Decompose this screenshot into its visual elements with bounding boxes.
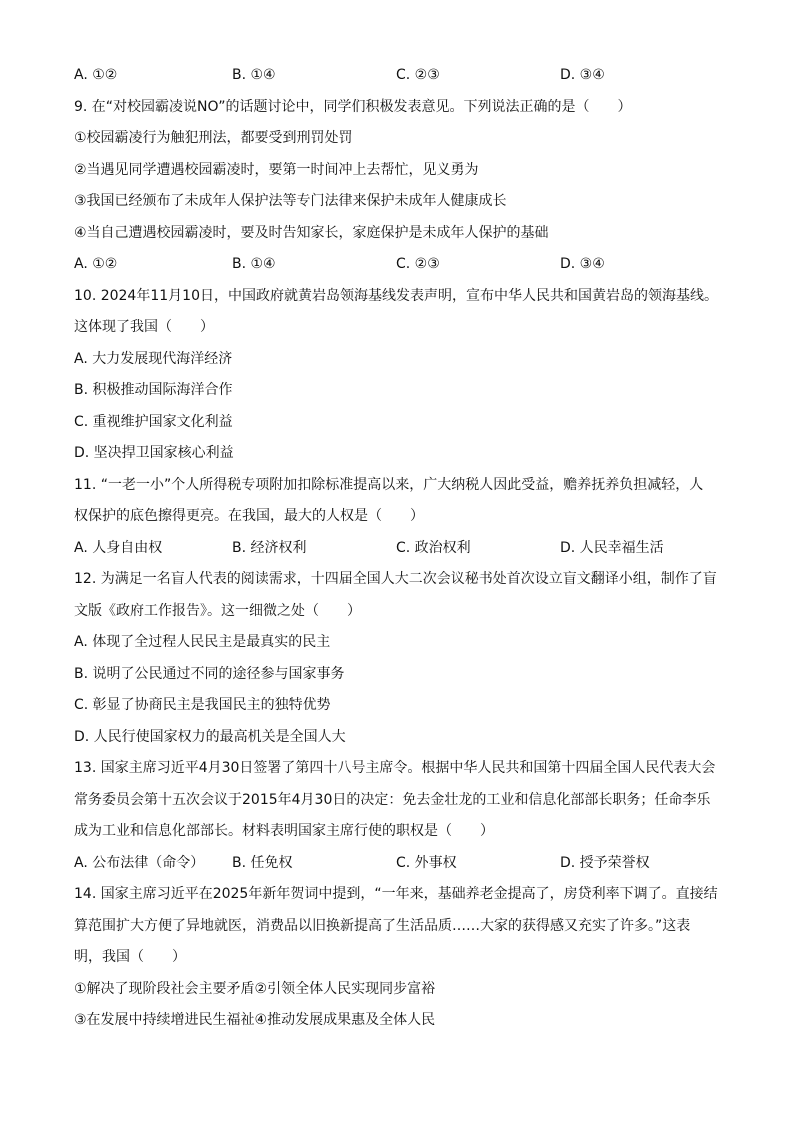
q8-option-d[interactable]: D. ③④: [560, 67, 605, 83]
q9-statement-2: ②当遇见同学遭遇校园霸凌时，要第一时间冲上去帮忙，见义勇为: [74, 161, 479, 178]
q12-option-a[interactable]: A. 体现了全过程人民民主是最真实的民主: [74, 634, 331, 650]
q13-option-b[interactable]: B. 任免权: [232, 854, 293, 871]
q8-option-a[interactable]: A. ①②: [74, 67, 118, 83]
q13-options: [74, 850, 726, 882]
q11-stem-line-2: 权保护的底色擦得更亮。在我国，最大的人权是（ ）: [74, 508, 424, 524]
q10-option-c[interactable]: C. 重视维护国家文化利益: [74, 413, 233, 430]
q13-stem-line-2: 常务委员会第十五次会议于2015年4月30日的决定：免去金壮龙的工业和信息化部部长职务；任命李乐: [74, 791, 711, 808]
q11-stem-line-1: 11. “一老一小”个人所得税专项附加扣除标准提高以来，广大纳税人因此受益，赡养抚养负担减轻，人: [74, 476, 704, 493]
q8-option-b[interactable]: B. ①④: [232, 67, 276, 83]
q14-statement-2: ③在发展中持续增进民生福祉④推动发展成果惠及全体人民: [74, 1012, 436, 1028]
q12-option-d[interactable]: D. 人民行使国家权力的最高机关是全国人大: [74, 728, 346, 745]
q14-stem-line-2: 算范围扩大方便了异地就医，消费品以旧换新提高了生活品质……大家的获得感又充实了许多。”这表: [74, 917, 691, 934]
q10-stem-line-2: 这体现了我国（ ）: [74, 319, 214, 335]
q10-option-a[interactable]: A. 大力发展现代海洋经济: [74, 350, 233, 367]
q9-option-d[interactable]: D. ③④: [560, 256, 605, 272]
q8-option-c[interactable]: C. ②③: [396, 67, 440, 83]
q11-option-d[interactable]: D. 人民幸福生活: [560, 539, 664, 556]
q9-statement-4: ④当自己遭遇校园霸凌时，要及时告知家长，家庭保护是未成年人保护的基础: [74, 224, 549, 241]
q8-options: [74, 62, 726, 94]
q13-stem-line-1: 13. 国家主席习近平4月30日签署了第四十八号主席令。根据中华人民共和国第十四届全国人民代表大会: [74, 760, 716, 776]
q11-option-a[interactable]: A. 人身自由权: [74, 539, 163, 556]
q12-option-c[interactable]: C. 彰显了协商民主是我国民主的独特优势: [74, 697, 331, 713]
q14-statement-1: ①解决了现阶段社会主要矛盾②引领全体人民实现同步富裕: [74, 980, 436, 997]
q10-option-b[interactable]: B. 积极推动国际海洋合作: [74, 382, 233, 398]
q13-option-d[interactable]: D. 授予荣誉权: [560, 854, 650, 871]
q12-option-b[interactable]: B. 说明了公民通过不同的途径参与国家事务: [74, 665, 345, 682]
q11-option-c[interactable]: C. 政治权利: [396, 539, 471, 556]
q9-statement-1: ①校园霸凌行为触犯刑法，都要受到刑罚处罚: [74, 130, 353, 146]
q13-stem-line-3: 成为工业和信息化部部长。材料表明国家主席行使的职权是（ ）: [74, 823, 494, 839]
q11-option-b[interactable]: B. 经济权利: [232, 539, 307, 556]
q9-option-c[interactable]: C. ②③: [396, 256, 440, 272]
q10-option-d[interactable]: D. 坚决捍卫国家核心利益: [74, 445, 234, 461]
q9-statement-3: ③我国已经颁布了未成年人保护法等专门法律来保护未成年人健康成长: [74, 193, 507, 209]
q14-stem-line-1: 14. 国家主席习近平在2025年新年贺词中提到，“一年来，基础养老金提高了，房贷利率下调了。直接结: [74, 886, 718, 902]
q9-option-a[interactable]: A. ①②: [74, 256, 118, 272]
exam-page: [74, 62, 726, 1039]
q14-stem-line-3: 明，我国（ ）: [74, 949, 186, 965]
q9-stem-line-1: 9. 在“对校园霸凌说NO”的话题讨论中，同学们积极发表意见。下列说法正确的是（ ）: [74, 98, 632, 115]
q12-stem-line-1: 12. 为满足一名盲人代表的阅读需求，十四届全国人大二次会议秘书处首次设立盲文翻译小组，制作了盲: [74, 571, 717, 587]
q11-options: [74, 535, 726, 567]
q9-option-b[interactable]: B. ①④: [232, 256, 276, 272]
q13-option-a[interactable]: A. 公布法律（命令）: [74, 854, 205, 871]
q9-options: [74, 251, 726, 283]
q12-stem-line-2: 文版《政府工作报告》。这一细微之处（ ）: [74, 602, 361, 619]
q13-option-c[interactable]: C. 外事权: [396, 854, 457, 871]
q10-stem-line-1: 10. 2024年11月10日，中国政府就黄岩岛领海基线发表声明，宣布中华人民共和国黄岩岛的领海基线。: [74, 287, 718, 304]
